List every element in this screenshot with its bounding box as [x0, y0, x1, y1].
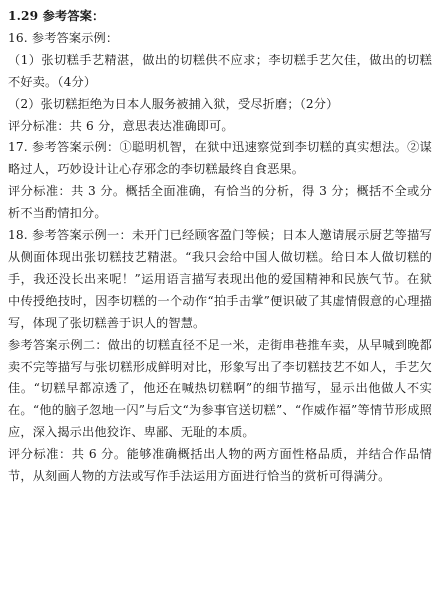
answer-16-part-2: （2）张切糕拒绝为日本人服务被捕入狱，受尽折磨；（2分）	[8, 96, 339, 111]
answer-18-scoring: 评分标准：共 6 分。能够准确概括出人物的两方面性格品质，并结合作品情节，从刻画人物的方法或写作手法运用方面进行恰当的赏析可得满分。	[8, 447, 432, 484]
answer-18-example-2: 参考答案示例二：做出的切糕直径不足一米，走街串巷推车卖，从早喊到晚都卖不完等描写与张切糕形成鲜明对比，形象写出了李切糕技艺不如人，手艺欠佳。“切糕早都凉透了，他还在喊热切糕啊”的细节描写，显示出他做人不实在。“他的脑子忽地一闪”与后文“为参事官送切糕”、“作威作福”等情节形成照应，深入揭示出他狡诈、卑鄙、无耻的本质。	[8, 337, 432, 440]
answer-17-scoring: 评分标准：共 3 分。概括全面准确，有恰当的分析，得 3 分；概括不全或分析不当酌情扣分。	[8, 184, 432, 221]
answer-18-example-1: 18. 参考答案示例一：未开门已经顾客盈门等候；日本人邀请展示厨艺等描写从侧面体现出张切糕技艺精湛。“我只会给中国人做切糕。给日本人做切糕的手，我还没长出来呢！”运用语言描写表现出他的爱国精神和民族气节。在狱中传授绝技时，因李切糕的一个动作“拍手击掌”便识破了其虚情假意的心理描写，体现了张切糕善于识人的智慧。	[8, 228, 432, 330]
answer-16-scoring: 评分标准：共 6 分，意思表达准确即可。	[8, 118, 234, 133]
answer-16-part-1: （1）张切糕手艺精湛，做出的切糕供不应求；李切糕手艺欠佳，做出的切糕不好卖。（4分）	[8, 52, 432, 89]
document-heading: 1.29 参考答案：	[8, 9, 105, 23]
answer-16-title: 16. 参考答案示例：	[8, 30, 119, 45]
answer-document	[8, 6, 432, 488]
answer-17: 17. 参考答案示例：①聪明机智，在狱中迅速察觉到李切糕的真实想法。②谋略过人，巧妙设计让心存邪念的李切糕最终自食恶果。	[8, 140, 432, 177]
